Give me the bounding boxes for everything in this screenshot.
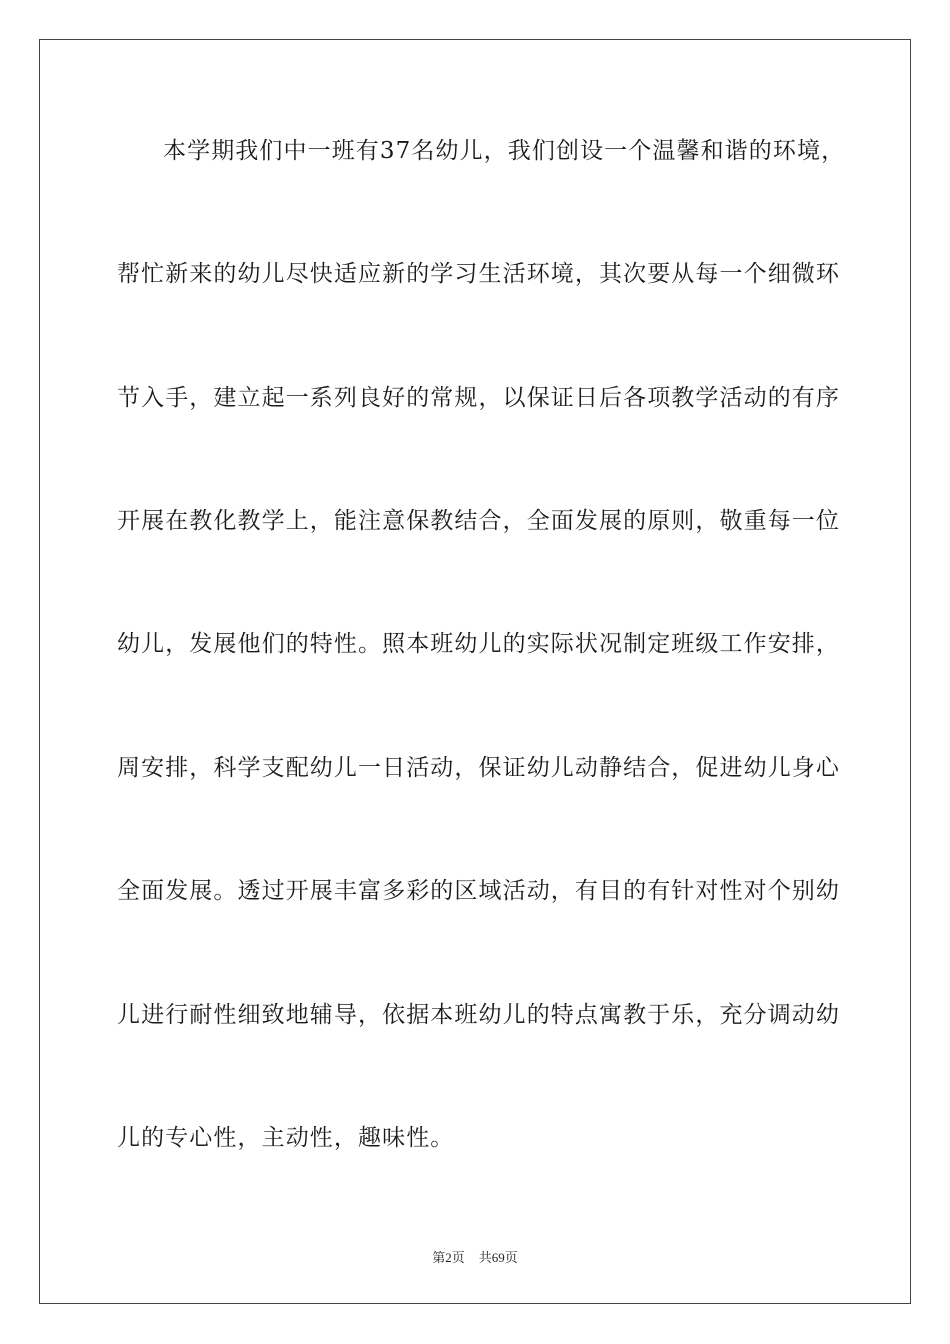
paragraph-line-7: 全面发展。透过开展丰富多彩的区域活动，有目的有针对性对个别幼 (117, 878, 840, 904)
paragraph-line-8: 儿进行耐性细致地辅导，依据本班幼儿的特点寓教于乐，充分调动幼 (117, 1002, 840, 1028)
paragraph-line-1: 本学期我们中一班有37名幼儿，我们创设一个温馨和谐的环境， (163, 138, 846, 164)
paragraph-line-4: 开展在教化教学上，能注意保教结合，全面发展的原则，敬重每一位 (117, 508, 840, 534)
page-suffix: 页 (451, 1251, 465, 1266)
page-number: 2 (445, 1250, 452, 1265)
total-prefix: 共 (478, 1251, 492, 1266)
page-footer (0, 1247, 950, 1266)
total-pages: 69 (491, 1250, 505, 1265)
paragraph-line-3: 节入手，建立起一系列良好的常规，以保证日后各项教学活动的有序 (117, 385, 840, 411)
page-border (39, 39, 911, 1304)
paragraph-line-6: 周安排，科学支配幼儿一日活动，保证幼儿动静结合，促进幼儿身心 (117, 755, 840, 781)
paragraph-line-5: 幼儿，发展他们的特性。照本班幼儿的实际状况制定班级工作安排， (117, 631, 840, 657)
page-prefix: 第 (432, 1251, 446, 1266)
paragraph-line-2: 帮忙新来的幼儿尽快适应新的学习生活环境，其次要从每一个细微环 (117, 261, 840, 287)
total-suffix: 页 (504, 1251, 518, 1266)
paragraph-line-9: 儿的专心性，主动性，趣味性。 (117, 1125, 455, 1151)
